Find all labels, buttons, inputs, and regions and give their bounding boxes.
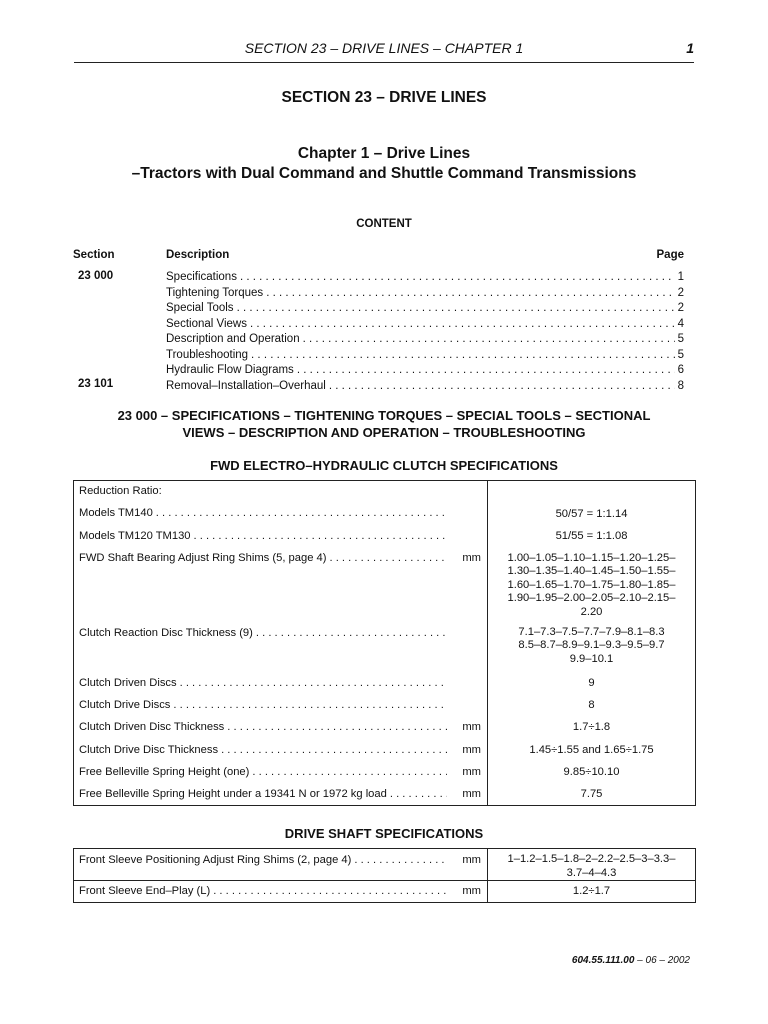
table-row xyxy=(74,694,696,716)
spec-label: Front Sleeve Positioning Adjust Ring Shims (2, page 4) xyxy=(79,854,352,866)
toc-page: 2 xyxy=(677,287,684,299)
spec-value-line: 3.7–4–4.3 xyxy=(566,866,617,879)
specifications-heading xyxy=(0,407,768,441)
table-row xyxy=(74,761,696,783)
spec-value: 9.85÷10.10 xyxy=(488,761,696,783)
drive-shaft-table-title: DRIVE SHAFT SPECIFICATIONS xyxy=(284,826,484,841)
spec-unit: mm xyxy=(462,854,481,866)
toc-section-23000: 23 000 xyxy=(78,270,114,282)
toc-page: 1 xyxy=(677,271,684,283)
page-number: 1 xyxy=(686,40,694,56)
contents-heading: CONTENT xyxy=(356,218,412,230)
toc-col-page: Page xyxy=(656,249,684,261)
toc-entry xyxy=(166,269,684,285)
spec-value: 8 xyxy=(488,694,696,716)
table-row xyxy=(74,672,696,694)
toc-entry xyxy=(166,362,684,378)
spec-value: 50/57 = 1:1.14 xyxy=(488,503,696,526)
toc-description: Removal–Installation–Overhaul xyxy=(166,380,326,392)
spec-value: 1.45÷1.55 and 1.65÷1.75 xyxy=(488,739,696,761)
toc-entry xyxy=(166,347,684,363)
toc-section-23101: 23 101 xyxy=(78,378,114,390)
spec-label: Clutch Drive Discs xyxy=(79,698,171,711)
toc-col-section: Section xyxy=(73,249,115,261)
spec-label: FWD Shaft Bearing Adjust Ring Shims (5, page 4) xyxy=(79,551,327,564)
spec-label: Clutch Driven Discs xyxy=(79,676,177,689)
chapter-title-line2: –Tractors with Dual Command and Shuttle Command Transmissions xyxy=(131,165,637,182)
spec-label: Free Belleville Spring Height under a 19341 N or 1972 kg load xyxy=(79,787,387,800)
spec-value: 1.7÷1.8 xyxy=(488,716,696,739)
spec-label: Front Sleeve End–Play (L) xyxy=(79,885,211,897)
fwd-clutch-spec-table xyxy=(73,480,696,806)
toc-description: Description and Operation xyxy=(166,333,300,345)
table-row xyxy=(74,881,696,903)
fwd-table-title: FWD ELECTRO–HYDRAULIC CLUTCH SPECIFICATIONS xyxy=(210,458,558,473)
section-title: SECTION 23 – DRIVE LINES xyxy=(281,89,487,106)
toc-page: 2 xyxy=(677,302,684,314)
table-row xyxy=(74,849,696,881)
chapter-title-line1: Chapter 1 – Drive Lines xyxy=(297,145,471,162)
spec-value-line: 1.00–1.05–1.10–1.15–1.20–1.25– xyxy=(507,551,676,564)
spec-unit: mm xyxy=(462,787,481,800)
toc-page: 5 xyxy=(677,349,684,361)
spec-value-line: 7.1–7.3–7.5–7.7–7.9–8.1–8.3 xyxy=(518,625,665,638)
toc-description: Troubleshooting xyxy=(166,349,249,361)
toc-description: Special Tools xyxy=(166,302,234,314)
spec-label: Clutch Reaction Disc Thickness (9) xyxy=(79,626,253,639)
spec-value-line: 1.30–1.35–1.40–1.45–1.50–1.55– xyxy=(507,565,676,577)
spec-value: 9 xyxy=(488,672,696,694)
spec-label: Reduction Ratio: xyxy=(79,485,162,497)
spec-label: Clutch Drive Disc Thickness xyxy=(79,743,219,756)
toc-col-description: Description xyxy=(166,249,230,261)
toc-page: 8 xyxy=(677,380,684,392)
toc-description: Specifications xyxy=(166,271,237,283)
toc-description: Hydraulic Flow Diagrams xyxy=(166,364,294,376)
spec-value-line: 1–1.2–1.5–1.8–2–2.2–2.5–3–3.3– xyxy=(507,853,676,865)
toc-entry xyxy=(166,285,684,301)
toc-description: Sectional Views xyxy=(166,318,247,330)
spec-value xyxy=(488,849,696,881)
table-row xyxy=(74,526,696,548)
spec-unit: mm xyxy=(462,765,481,778)
spec-value: 51/55 = 1:1.08 xyxy=(488,526,696,548)
spec-label: Models TM140 xyxy=(79,506,153,519)
spec-unit: mm xyxy=(462,720,481,733)
toc-entry xyxy=(166,316,684,332)
spec-label: Models TM120 TM130 xyxy=(79,529,191,542)
chapter-title xyxy=(0,144,768,184)
spec-label: Clutch Driven Disc Thickness xyxy=(79,720,225,733)
specifications-heading-line2: VIEWS – DESCRIPTION AND OPERATION – TROUBLESHOOTING xyxy=(182,425,586,440)
spec-value xyxy=(488,548,696,622)
toc-entry xyxy=(166,378,684,394)
spec-value-line: 1.60–1.65–1.70–1.75–1.80–1.85– xyxy=(507,578,676,591)
table-row xyxy=(74,481,696,503)
table-row xyxy=(74,503,696,526)
table-row xyxy=(74,622,696,672)
header-rule xyxy=(74,62,694,63)
table-row xyxy=(74,548,696,622)
toc-description: Tightening Torques xyxy=(166,287,264,299)
spec-unit: mm xyxy=(462,885,481,897)
drive-shaft-spec-table xyxy=(73,848,696,903)
footer-part-number: 604.55.111.00 xyxy=(571,955,635,966)
toc-entry xyxy=(166,331,684,347)
spec-unit: mm xyxy=(462,743,481,756)
table-row xyxy=(74,739,696,761)
spec-unit: mm xyxy=(462,551,481,564)
spec-value: 1.2÷1.7 xyxy=(488,881,696,903)
spec-value: 7.75 xyxy=(488,783,696,806)
toc-entry xyxy=(166,300,684,316)
spec-value-line: 1.90–1.95–2.00–2.05–2.10–2.15– xyxy=(507,592,676,604)
footer-code xyxy=(572,955,690,966)
toc-page: 6 xyxy=(677,364,684,376)
toc-page: 5 xyxy=(677,333,684,345)
footer-date: – 06 – 2002 xyxy=(634,955,690,966)
running-header: SECTION 23 – DRIVE LINES – CHAPTER 1 xyxy=(244,40,524,56)
spec-value xyxy=(488,622,696,672)
spec-label: Free Belleville Spring Height (one) xyxy=(79,765,250,778)
toc-page: 4 xyxy=(677,318,684,330)
spec-value-line: 2.20 xyxy=(580,605,603,618)
spec-value-line: 8.5–8.7–8.9–9.1–9.3–9.5–9.7 xyxy=(518,639,665,651)
table-row xyxy=(74,783,696,806)
spec-value-line: 9.9–10.1 xyxy=(569,652,614,665)
table-row xyxy=(74,716,696,739)
specifications-heading-line1: 23 000 – SPECIFICATIONS – TIGHTENING TORQUES – SPECIAL TOOLS – SECTIONAL xyxy=(117,408,651,423)
